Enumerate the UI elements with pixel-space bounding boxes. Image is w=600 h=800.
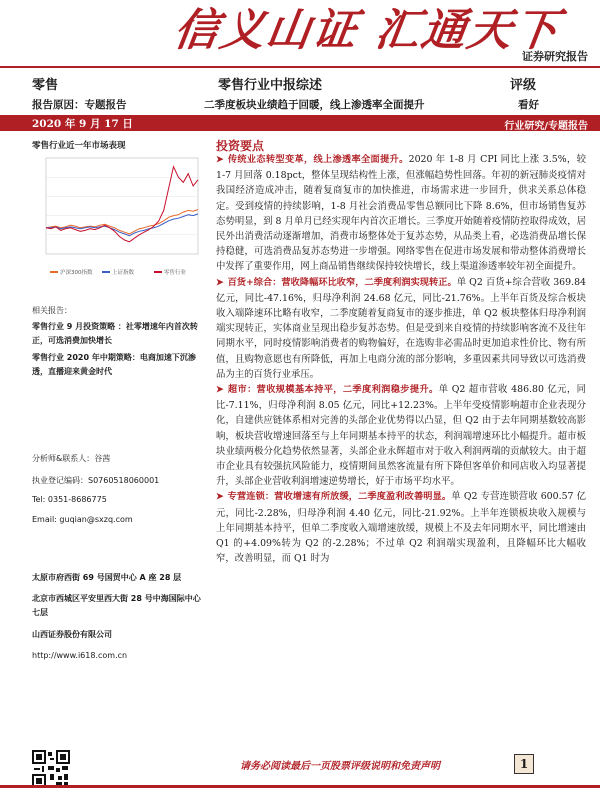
report-date: 2020 年 9 月 17 日: [32, 118, 133, 130]
paragraph-1: [216, 152, 586, 275]
rating-value: 看好: [518, 99, 539, 111]
company-website[interactable]: http://www.i618.com.cn: [32, 651, 128, 660]
paragraph-2: [216, 275, 586, 382]
analyst-name: 分析师&联系人：谷茜: [32, 454, 111, 463]
arrow-bullet-icon: ➤: [216, 492, 224, 503]
section-title: 投资要点: [216, 139, 265, 153]
related-reports-title: 相关报告：: [32, 306, 72, 315]
disclaimer-note: 请务必阅读最后一页股票评级说明和免责声明: [240, 761, 440, 772]
legend-swatch: [50, 271, 58, 273]
paragraph-text: 单 Q2 百货+综合营收 369.84 亿元，同比-47.16%，归母净利润 24.68 亿元，同比-21.76%。上半年百货及综合板块收入端降速环比略有收窄，二季度随着复商复市的逐步推进，单 Q2 板块整体归母净利润端实现转正，实体商业呈现出稳步复苏态势。但是受到来自疫情的持续影响客流不及往年同期水平，同时疫情影响消费者的购物偏好，在选购非必需品时更加追求性价比、物有所值，且购物意愿也有所降低，再加上电商分流的部分影响，多重因素共同导致以可选消费品为主的百货行业承压。: [216, 276, 587, 380]
rating-label: 评级: [510, 78, 537, 93]
legend-label: 零售行业: [164, 270, 187, 276]
legend-label: 沪深300指数: [60, 270, 93, 276]
related-report-link[interactable]: 零售行业 2020 年中期策略：电商加速下沉渗透，直播迎来黄金时代: [32, 353, 196, 376]
report-reason: 报告原因：专题报告: [32, 99, 127, 111]
brand-slogan-logo: 信义山证 汇通天下: [170, 5, 564, 56]
paragraph-3: [216, 382, 586, 489]
company-name: 山西证券股份有限公司: [32, 630, 112, 639]
address-taiyuan: 太原市府西街 69 号国贸中心 A 座 28 层: [32, 573, 182, 582]
report-title: 零售行业中报综述: [218, 78, 323, 93]
paragraph-lead: 传统业态转型变革，线上渗透率全面提升。: [227, 154, 409, 165]
page-number: 1: [514, 754, 534, 774]
paragraph-4: [216, 489, 586, 566]
report-subtitle: 二季度板块业绩趋于回暖，线上渗透率全面提升: [204, 99, 425, 111]
related-report-link[interactable]: 零售行业 9 月投资策略 ：社零增速年内首次转正，可选消费加快增长: [32, 322, 198, 345]
paragraph-text: 单 Q2 专营连锁营收 600.57 亿元，同比-2.28%，归母净利润 4.40 亿元，同比-21.92%。上半年连锁板块收入规模与上年同期基本持平，但单二季度收入端增速放缓，规模上不及去年同期水平，同比增速由 Q1 的+4.09%转为 Q2 的-2.28%；不过单 Q2 利润端实现盈利，且降幅环比大幅收窄，改善明显，而 Q1 时为: [216, 491, 587, 565]
arrow-bullet-icon: ➤: [216, 385, 224, 396]
paragraph-lead: 超市：营收规模基本持平，二季度利润稳步提升。: [227, 384, 439, 396]
legend-swatch: [154, 271, 162, 273]
arrow-bullet-icon: ➤: [216, 155, 224, 165]
qr-code-icon: [32, 750, 70, 788]
address-beijing: 北京市西城区平安里西大街 28 号中海国际中心七层: [32, 594, 201, 617]
footer-divider: [0, 785, 600, 788]
market-performance-chart: [32, 150, 202, 285]
report-category: 行业研究/专题报告: [504, 121, 588, 132]
email-address[interactable]: Email: guqian@sxzq.com: [32, 515, 133, 524]
legend-swatch: [102, 271, 110, 273]
series-line: [46, 167, 198, 242]
certification-code: 执业登记编码：S0760518060001: [32, 476, 160, 485]
series-line: [46, 210, 198, 234]
header-divider: [0, 66, 600, 68]
investment-highlights: [216, 152, 586, 566]
paragraph-text: 2020 年 1-8 月 CPI 同比上涨 3.5%，较 1-7 月回落 0.18pct，整体呈现结构性上涨，但涨幅趋势性回落。年初的新冠肺炎疫情对我国经济造成冲击，随着复商复市的加快推进，市场需求进一步回升，供求关系总体稳定。受到疫情的持续影响，1-8 月社会消费品零售总额同比下降 8.6%，但市场销售复苏态势明显，到 8 月单月已经实现年内首次正增长。三季度开始随着疫情防控取得成效，居民外出消费活动逐渐增加，消费市场整体处于复苏态势，从品类上看，必选消费品增长保持稳健，可选消费品复苏态势进一步增强。网络零售在促进市场发展和带动整体消费增长中发挥了重要作用，网上商品销售继续保持较快增长，线上渠道渗透率较年初全面提升。: [216, 154, 586, 273]
chart-title: 零售行业近一年市场表现: [32, 141, 126, 151]
legend-label: 上证指数: [112, 270, 135, 276]
phone-number: Tel: 0351-8686775: [32, 495, 107, 504]
report-type-label: 证券研究报告: [522, 50, 588, 63]
paragraph-lead: 专营连锁：营收增速有所放缓，二季度盈利改善明显。: [227, 491, 452, 503]
paragraph-text: 单 Q2 超市营收 486.80 亿元，同比-7.11%，归母净利润 8.05 亿元，同比+12.23%。上半年受疫情影响超市企业表现分化，自建供应链体系相对完善的头部企业优势得以凸显，但 Q2 由于去年同期基数较高影响，板块营收增速回落至与上年同期基本持平的状态，利润端增速环比小幅提升。超市板块业绩两极分化趋势依然显著，头部企业永辉超市对于收入利润两端的贡献较大。由于超市企业具有较强抗风险能力，疫情期间虽然客流量有所下降但客单价和同店收入均显著提升，头部企业营收利润增速逆势增长，好于市场平均水平。: [216, 384, 586, 488]
paragraph-lead: 百货+综合：营收降幅环比收窄，二季度利润实现转正。: [227, 276, 457, 288]
industry-name: 零售: [32, 78, 59, 93]
arrow-bullet-icon: ➤: [216, 277, 224, 288]
chart-frame: [46, 158, 198, 254]
series-line: [46, 214, 198, 236]
